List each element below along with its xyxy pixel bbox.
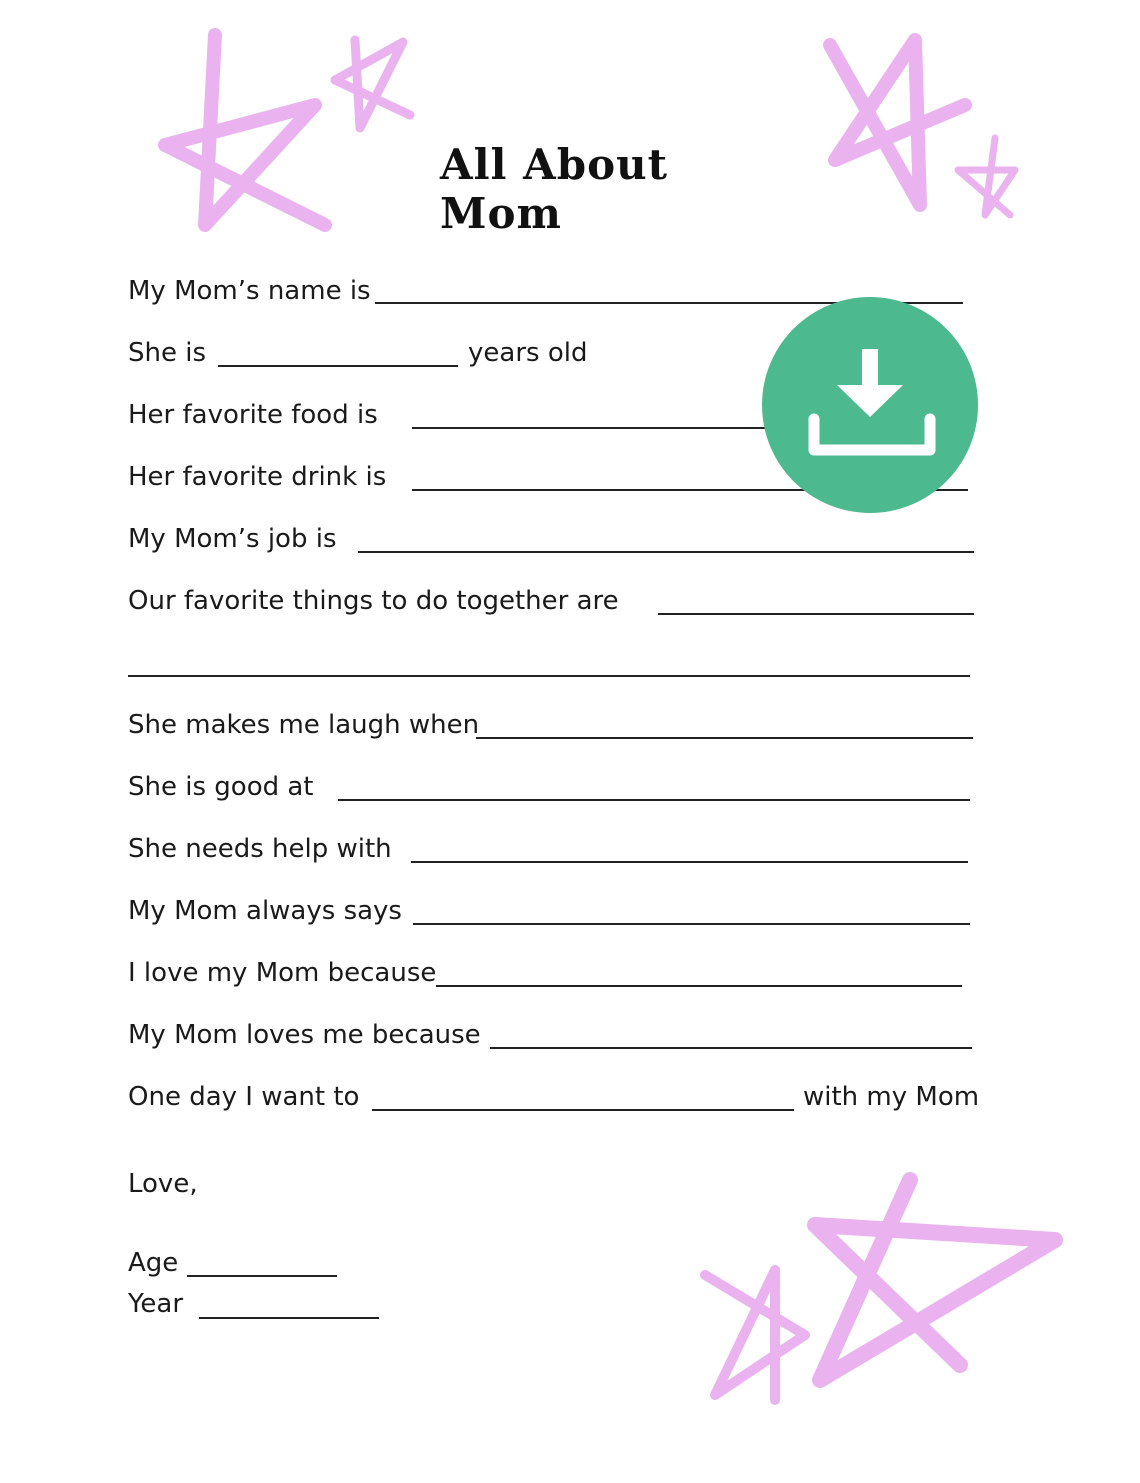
- blank-things[interactable]: [658, 613, 974, 615]
- prompt-says: My Mom always says: [128, 896, 402, 926]
- prompt-things: Our favorite things to do together are: [128, 586, 619, 616]
- prompt-laugh: She makes me laugh when: [128, 710, 480, 740]
- blank-signoff-year[interactable]: [199, 1317, 379, 1319]
- prompt-job: My Mom’s job is: [128, 524, 337, 554]
- blank-good-at[interactable]: [338, 799, 970, 801]
- prompt-loves-me: My Mom loves me because: [128, 1020, 481, 1050]
- blank-help[interactable]: [411, 861, 968, 863]
- blank-says[interactable]: [413, 923, 970, 925]
- download-button[interactable]: [762, 297, 978, 513]
- prompt-love-because: I love my Mom because: [128, 958, 437, 988]
- blank-job[interactable]: [358, 551, 974, 553]
- prompt-help: She needs help with: [128, 834, 392, 864]
- blank-love-because[interactable]: [436, 985, 962, 987]
- blank-loves-me[interactable]: [490, 1047, 972, 1049]
- prompt-drink: Her favorite drink is: [128, 462, 387, 492]
- blank-things-continued[interactable]: [128, 675, 970, 677]
- prompt-name: My Mom’s name is: [128, 276, 371, 306]
- prompt-good-at: She is good at: [128, 772, 314, 802]
- label-year: Year: [128, 1289, 184, 1319]
- prompt-one-day-prefix: One day I want to: [128, 1082, 360, 1112]
- blank-one-day[interactable]: [372, 1109, 794, 1111]
- label-age: Age: [128, 1248, 179, 1278]
- star-decoration-bottom-right-large: [800, 1170, 1065, 1400]
- prompt-age-prefix: She is: [128, 338, 207, 368]
- blank-laugh[interactable]: [476, 737, 973, 739]
- download-icon: [762, 297, 978, 513]
- signoff-love: Love,: [128, 1169, 198, 1199]
- star-decoration-top-right-small: [950, 130, 1025, 220]
- prompt-one-day-suffix: with my Mom: [803, 1082, 980, 1112]
- blank-age[interactable]: [218, 365, 458, 367]
- blank-signoff-age[interactable]: [187, 1275, 337, 1277]
- star-decoration-top-left-large: [150, 25, 340, 245]
- prompt-age-suffix: years old: [468, 338, 588, 368]
- page-title: All About Mom: [440, 140, 669, 238]
- prompt-food: Her favorite food is: [128, 400, 378, 430]
- star-decoration-top-left-small: [325, 30, 420, 140]
- star-decoration-bottom-right-small: [695, 1260, 820, 1405]
